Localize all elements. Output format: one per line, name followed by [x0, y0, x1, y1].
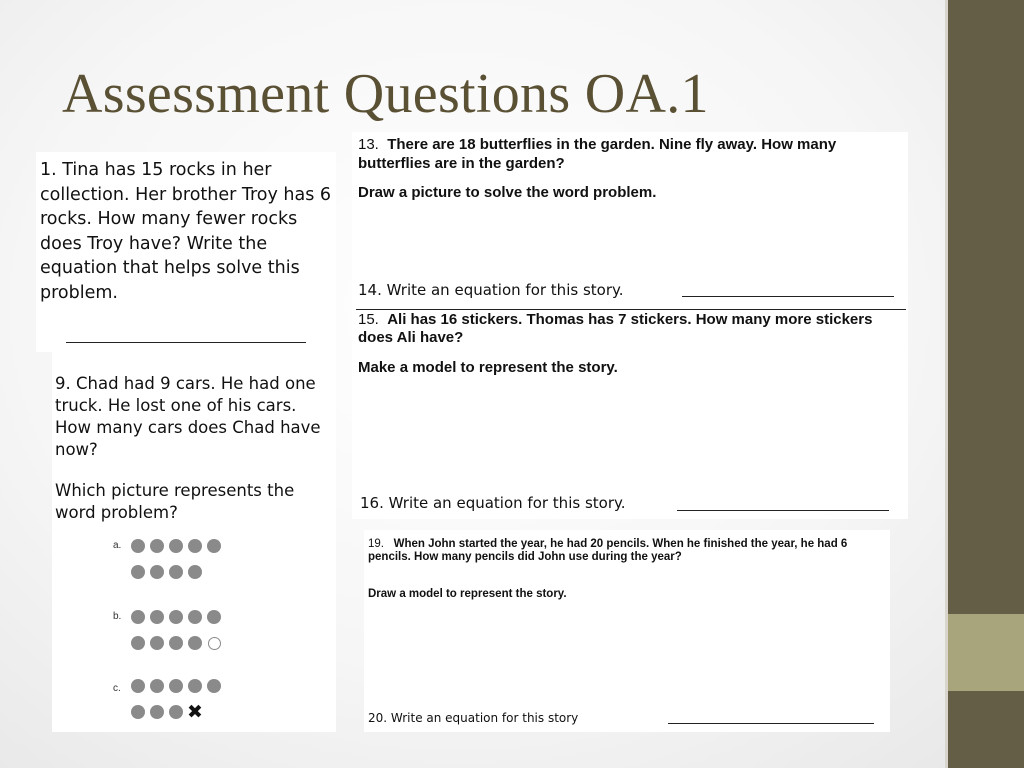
- question-14-answer-line: [682, 296, 894, 297]
- dot-icon: [188, 565, 202, 579]
- question-16-answer-line: [677, 510, 889, 511]
- open-circle-icon: [208, 637, 221, 650]
- dot-icon: [169, 705, 183, 719]
- question-9-prompt: Which picture represents the word problem?: [55, 481, 295, 522]
- slide-sidebar-accent: [948, 614, 1024, 691]
- dot-icon: [150, 565, 164, 579]
- question-15-number: 15.: [358, 311, 379, 328]
- dot-icon: [169, 610, 183, 624]
- section-divider: [356, 309, 906, 310]
- dot-icon: [169, 636, 183, 650]
- dot-icon: [150, 705, 164, 719]
- dot-icon: [131, 610, 145, 624]
- dot-icon: [207, 679, 221, 693]
- dot-icon: [131, 565, 145, 579]
- choice-a-label: a.: [113, 540, 122, 551]
- dot-icon: [131, 539, 145, 553]
- question-1-text: 1. Tina has 15 rocks in her collection. Her brother Troy has 6 rocks. How many fewer rocks does Troy have? Write the equation that helps solve this problem.: [40, 160, 332, 303]
- dot-icon: [188, 610, 202, 624]
- x-mark-icon: ✖: [187, 701, 203, 723]
- choice-b-label: b.: [113, 611, 122, 622]
- dot-icon: [150, 679, 164, 693]
- dot-icon: [169, 539, 183, 553]
- dot-icon: [131, 679, 145, 693]
- slide-title: Assessment Questions OA.1: [62, 63, 709, 125]
- dot-icon: [207, 610, 221, 624]
- question-13-direction: Draw a picture to solve the word problem.: [358, 184, 657, 201]
- choice-c-label: c.: [113, 683, 121, 694]
- dot-icon: [188, 539, 202, 553]
- question-16-text: 16. Write an equation for this story.: [360, 494, 626, 512]
- dot-icon: [169, 679, 183, 693]
- question-15-text: [358, 311, 898, 347]
- question-19-direction: Draw a model to represent the story.: [368, 588, 567, 600]
- question-19-number: 19.: [368, 538, 384, 550]
- dot-icon: [150, 539, 164, 553]
- dot-icon: [188, 679, 202, 693]
- dot-icon: [207, 539, 221, 553]
- question-9-text: 9. Chad had 9 cars. He had one truck. He lost one of his cars. How many cars does Chad have now?: [55, 374, 321, 459]
- question-19-body: When John started the year, he had 20 pencils. When he finished the year, he had 6 pencils. How many pencils did John use during the year?: [368, 538, 848, 563]
- question-13-body: There are 18 butterflies in the garden. Nine fly away. How many butterflies are in the garden?: [358, 136, 837, 172]
- question-20-answer-line: [668, 723, 874, 724]
- dot-icon: [150, 610, 164, 624]
- question-13-number: 13.: [358, 136, 379, 153]
- dot-icon: [131, 705, 145, 719]
- question-15-body: Ali has 16 stickers. Thomas has 7 stickers. How many more stickers does Ali have?: [358, 311, 873, 346]
- question-14-text: 14. Write an equation for this story.: [358, 281, 624, 299]
- question-19-text: [368, 538, 883, 563]
- dot-icon: [169, 565, 183, 579]
- dot-icon: [150, 636, 164, 650]
- dot-icon: [188, 636, 202, 650]
- question-20-text: 20. Write an equation for this story: [368, 711, 579, 725]
- question-15-direction: Make a model to represent the story.: [358, 359, 618, 376]
- question-13-text: [358, 135, 898, 173]
- dot-icon: [131, 636, 145, 650]
- question-1-answer-line: [66, 342, 306, 343]
